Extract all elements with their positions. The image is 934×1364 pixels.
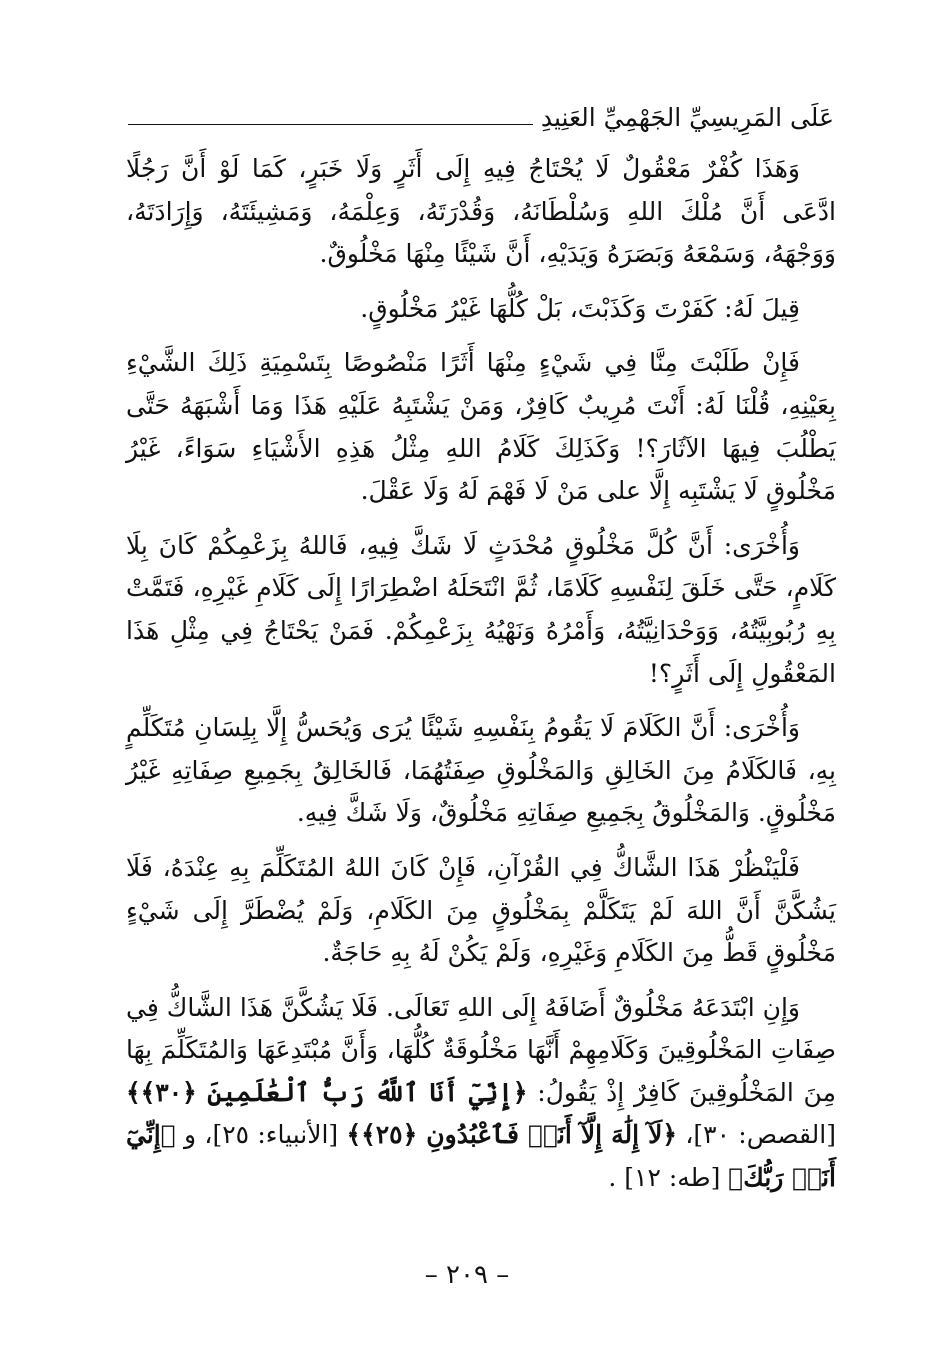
paragraph-5: وَأُخْرَى: أَنَّ الكَلَامَ لَا يَقُومُ بِنَفْسِهِ شَيْئًا يُرَى وَيُحَسُّ إِلَّا بِلِسَانِ مُتَكَلِّمٍ بِهِ، فَالكَلَامُ مِنَ الخَالِقِ وَالمَخْلُوقِ صِفَتُهُمَا، فَالخَالِقُ بِجَمِيعِ صِفَاتِهِ غَيْرُ مَخْلُوقٍ. وَالمَخْلُوقُ بِجَمِيعِ صِفَاتِهِ مَخْلُوقٌ، وَلَا شَكَّ فِيهِ. — [126, 713, 836, 828]
quran-verse-2: ﴿لَآ إِلَٰهَ إِلَّآ أَنَا۠ فَٱعْبُدُونِ ﴿٢٥﴾﴾ — [346, 1120, 678, 1150]
paragraph-7-text: وَإِنِ ابْتَدَعَهُ مَخْلُوقٌ أَضَافَهُ إِلَى اللهِ تَعَالَى. فَلَا يَشُكَّنَّ هَذَا الشَّاكُّ فِي صِفَاتِ المَخْلُوقِينَ وَكَلَامِهِمْ أَنَّهَا مَخْلُوقَةٌ كُلُّهَا، وَأَنَّ مُبْتَدِعَهَا وَالمُتَكَلِّمَ بِهَا مِنَ المَخْلُوقِينَ كَافِرٌ إِذْ يَقُولُ: — [126, 992, 836, 1107]
paragraph-2: قِيلَ لَهُ: كَفَرْتَ وَكَذَبْتَ، بَلْ كُلُّهَا غَيْرُ مَخْلُوقٍ. — [360, 293, 800, 323]
verse-reference-2: [الأنبياء: ٢٥]، و — [175, 1120, 347, 1150]
header-rule — [128, 124, 533, 125]
paragraph-3: فَإِنْ طَلَبْتَ مِنَّا فِي شَيْءٍ مِنْهَا أَثَرًا مَنْصُوصًا بِتَسْمِيَةِ ذَلِكَ الشَّيْءِ بِعَيْنِهِ، قُلْنَا لَهُ: أَنْتَ مُرِيبٌ كَافِرٌ، وَمَنْ يَشْتَبِهُ عَلَيْهِ هَذَا وَمَا أَشْبَهَهُ حَتَّى يَطْلُبَ فِيهَا الآثَارَ؟! وَكَذَلِكَ كَلَامُ اللهِ مِثْلُ هَذِهِ الأَشْيَاءِ سَوَاءً، غَيْرُ مَخْلُوقٍ لَا يَشْتَبِه إِلَّا على مَنْ لَا فَهْمَ لَهُ وَلَا عَقْلَ. — [126, 348, 836, 506]
paragraph-7 — [126, 987, 836, 1200]
verse-reference-1: [القصص: ٣٠]، — [677, 1120, 836, 1150]
quran-verse-1: ﴿إِنِّيٓ أَنَا ٱللَّهُ رَبُّ ٱلْعَٰلَمِينَ ﴿٣٠﴾﴾ — [126, 1077, 528, 1107]
paragraph-1: وَهَذَا كُفْرٌ مَعْقُولٌ لَا يُحْتَاجُ فِيهِ إِلَى أَثَرٍ وَلَا خَبَرٍ، كَمَا لَوْ أَنَّ رَجُلًا ادَّعَى أَنَّ مُلْكَ اللهِ وَسُلْطَانَهُ، وَقُدْرَتَهُ، وَعِلْمَهُ، وَمَشِيئَتَهُ، وَإِرَادَتَهُ، وَوَجْهَهُ، وَسَمْعَهُ وَبَصَرَهُ وَيَدَيْهِ، أَنَّ شَيْئًا مِنْهَا مَخْلُوقٌ. — [126, 154, 836, 269]
running-header — [128, 95, 834, 135]
quran-verse-3: ﴿إِنِّيٓ أَنَا۠ رَبُّكَ﴾ — [126, 1120, 836, 1193]
page-body — [126, 148, 836, 1204]
verse-reference-3: [طه: ١٢] . — [608, 1163, 729, 1193]
running-header-title: عَلَى المَرِيسِيِّ الجَهْمِيِّ العَنِيدِ — [540, 103, 834, 132]
page-number: – ٢٠٩ – — [424, 1260, 510, 1290]
paragraph-6: فَلْيَنْظُرْ هَذَا الشَّاكُّ فِي القُرْآنِ، فَإِنْ كَانَ اللهُ المُتَكَلِّمَ بِهِ عِنْدَهُ، فَلَا يَشُكَّنَّ أَنَّ اللهَ لَمْ يَتَكَلَّمْ بِمَخْلُوقٍ مِنَ الكَلَامِ، وَلَمْ يُضْطَرَّ إِلَى شَيْءٍ مَخْلُوقٍ قَطُّ مِنَ الكَلَامِ وَغَيْرِهِ، وَلَمْ يَكُنْ لَهُ بِهِ حَاجَةٌ. — [126, 852, 836, 968]
paragraph-4: وَأُخْرَى: أَنَّ كُلَّ مَخْلُوقٍ مُحْدَثٍ لَا شَكَّ فِيهِ، فَاللهُ بِزَعْمِكُمْ كَانَ بِلَا كَلَامٍ، حَتَّى خَلَقَ لِنَفْسِهِ كَلَامًا، ثُمَّ انْتَحَلَهُ اضْطِرَارًا إِلَى كَلَامِ غَيْرِهِ، فَتَمَّتْ بِهِ رُبُوبِيَّتُهُ، وَوَحْدَانِيَّتُهُ، وَأَمْرُهُ وَنَهْيُهُ بِزَعْمِكُمْ. فَمَنْ يَحْتَاجُ فِي مِثْلِ هَذَا المَعْقُولِ إِلَى أَثَرٍ؟! — [126, 530, 836, 688]
